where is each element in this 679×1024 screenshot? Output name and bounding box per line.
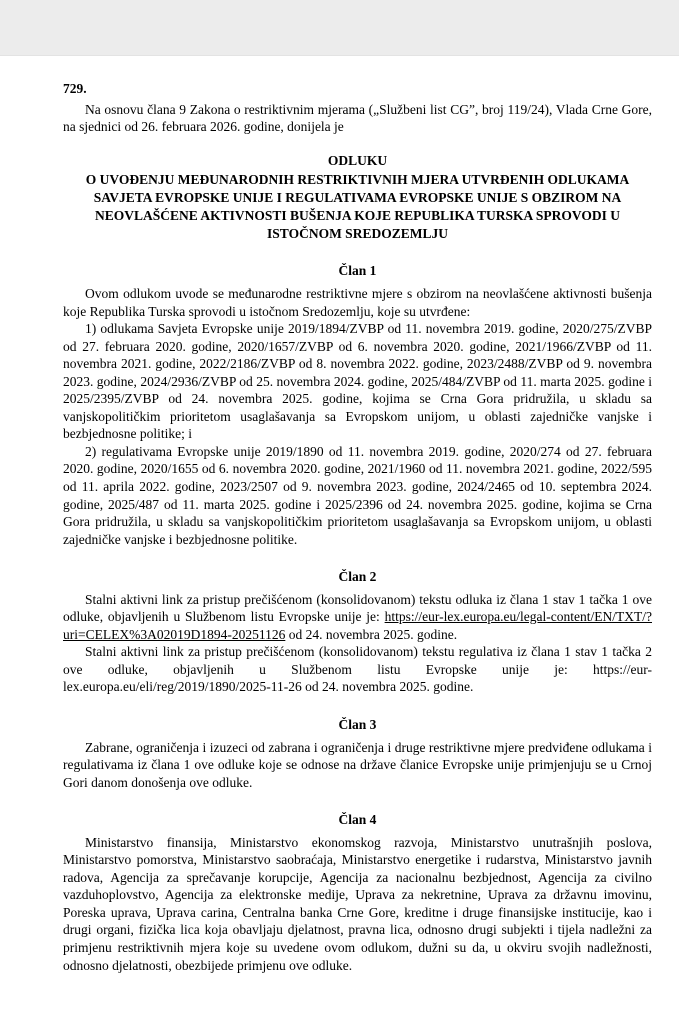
decision-title: ODLUKU xyxy=(327,152,388,168)
article-1-paragraph-2: 1) odlukama Savjeta Evropske unije 2019/1894/ZVBP od 11. novembra 2019. godine, 2020/275/ZVBP od 27. februara 2020. godine, 2020/1657/ZVBP od 6. novembra 2020. godine, 2021/1966/ZVBP od 11. novembra 2021. godine, 2022/2186/ZVBP od 8. novembra 2022. godine, 2023/2488/ZVBP od 9. novembra 2023. godine, 2024/2936/ZVBP od 25. novembra 2024. godine, 2025/484/ZVBP od 11. marta 2025. godine i 2025/2395/ZVBP od 24. novembra 2025. godine, kojima se Crna Gora pridružila, u skladu sa vanjskopolitičkim prioritetom usaglašavanja sa Evropskom unijom, u oblasti zajedničke vanjske i bezbjednosne politike; i xyxy=(63,321,652,442)
eur-lex-decision-link[interactable]: https://eur-lex.europa.eu/legal-content/EN/TXT/?uri=CELEX%3A02019D1894-20251126 xyxy=(63,609,652,642)
article-1-paragraph-1: Ovom odlukom uvode se međunarodne restriktivne mjere s obzirom na neovlašćene aktivnosti bušenja koje Republika Turska sprovodi u istočnom Sredozemlju, koje su utvrđene: xyxy=(63,285,652,319)
article-3-heading: Član 3 xyxy=(338,717,377,733)
article-4-paragraph-1: Ministarstvo finansija, Ministarstvo ekonomskog razvoja, Ministarstvo unutrašnjih poslova, Ministarstvo pomorstva, Ministarstvo saobraćaja, Ministarstvo energetike i rudarstva, Ministarstvo javnih radova, Agencija za sprečavanje korupcije, Agencija za nacionalnu bezbjednost, Agencija za civilno vazduhoplovstvo, Agencija za elektronske medije, Uprava za nekretnine, Uprava za državnu imovinu, Poreska uprava, Uprava carina, Centralna banka Crne Gore, kreditne i druge finansijske institucije, kao i drugi organi, fizička lica koja obavljaju djelatnost, pravna lica, odnosno drugi subjekti i tijela nadležni za primjenu restriktivnih mjera koje su uvedene ovom odlukom, dužni su da, u okviru svojih nadležnosti, odnosno djelatnosti, obezbijede primjenu ove odluke. xyxy=(63,834,652,973)
article-2-heading: Član 2 xyxy=(338,569,377,585)
preamble-paragraph: Na osnovu člana 9 Zakona o restriktivnim mjerama („Službeni list CG”, broj 119/24), Vlada Crne Gore, na sjednici od 26. februara 2026. godine, donijela je xyxy=(63,101,652,135)
paragraph-text-after-link: od 24. novembra 2025. godine. xyxy=(285,626,458,642)
decision-subtitle: O UVOĐENJU MEĐUNARODNIH RESTRIKTIVNIH MJERA UTVRĐENIH ODLUKAMA SAVJETA EVROPSKE UNIJE I REGULATIVAMA EVROPSKE UNIJE S OBZIROM NA NEOVLAŠĆENE AKTIVNOSTI BUŠENJA KOJE REPUBLIKA TURSKA SPROVODI U ISTOČNOM SREDOZEMLJU xyxy=(85,172,630,241)
item-number: 729. xyxy=(63,81,87,96)
document-page xyxy=(0,56,679,1024)
article-1-paragraph-3: 2) regulativama Evropske unije 2019/1890 od 11. novembra 2019. godine, 2020/274 od 27. februara 2020. godine, 2020/1655 od 6. novembra 2020. godine, 2021/1960 od 11. novembra 2021. godine, 2022/595 od 11. aprila 2022. godine, 2023/2507 od 9. novembra 2023. godine, 2024/2465 od 10. septembra 2024. godine, 2025/487 od 11. marta 2025. godine i 2025/2396 od 24. novembra 2025. godine, kojima se Crna Gora pridružila, u skladu sa vanjskopolitičkim prioritetom usaglašavanja sa Evropskom unijom, u oblasti zajedničke vanjske i bezbjednosne politike. xyxy=(63,443,652,547)
article-3-paragraph-1: Zabrane, ograničenja i izuzeci od zabrana i ograničenja i druge restriktivne mjere predviđene odlukama i regulativama iz člana 1 ove odluke koje se odnose na države članice Evropske unije primjenjuju se u Crnoj Gori danom donošenja ove odluke. xyxy=(63,739,652,790)
scan-top-margin xyxy=(0,0,679,56)
article-1-heading: Član 1 xyxy=(338,263,377,279)
paragraph-text-before-link: Stalni aktivni link za pristup prečišćenom (konsolidovanom) tekstu odluka iz člana 1 stav 1 tačka 1 ove odluke, objavljenih u Službenom listu Evropske unije je: xyxy=(63,591,652,625)
article-4-heading: Član 4 xyxy=(338,812,377,828)
article-2-paragraph-1 xyxy=(63,591,652,644)
article-2-paragraph-2: Stalni aktivni link za pristup prečišćenom (konsolidovanom) tekstu regulativa iz člana 1 stav 1 tačka 2 ove odluke, objavljenih u Službenom listu Evropske unije je: https://eur-lex.europa.eu/eli/reg/2019/1890/2025-11-26 od 24. novembra 2025. godine. xyxy=(63,644,652,695)
